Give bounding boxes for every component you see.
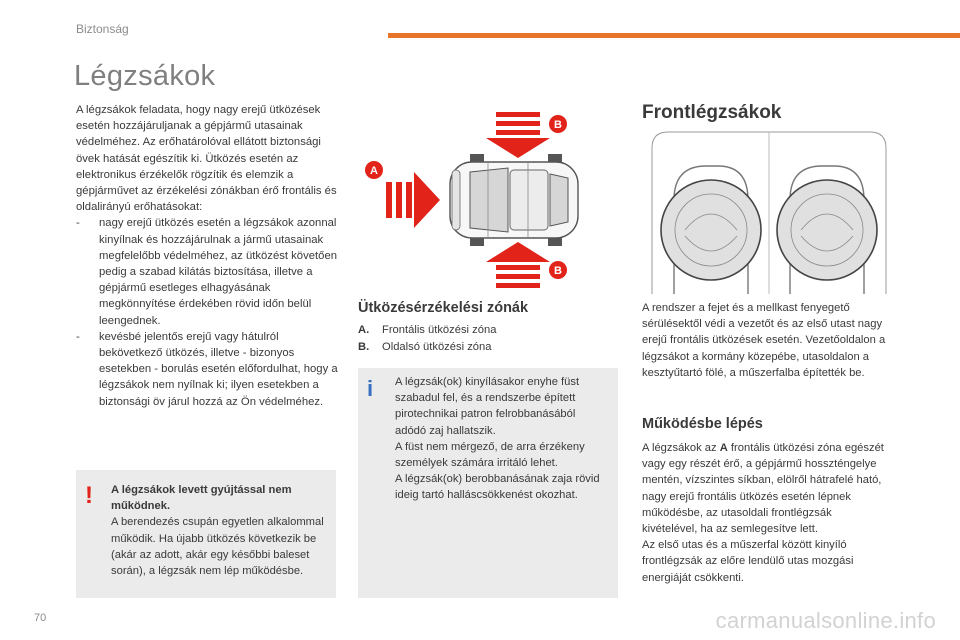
- warning-title: A légzsákok levett gyújtással nem működnek.: [111, 484, 292, 513]
- detection-zones-title: Ütközésérzékelési zónák: [358, 300, 529, 316]
- info-line: A légzsák(ok) kinyílásakor enyhe füst szabadul fel, és a rendszerbe épített pirotechnikai patron felrobbanásából adódó zaj hallatszik.: [395, 376, 580, 437]
- front-airbags-title: Frontlégzsákok: [642, 102, 782, 123]
- activation-zone-letter: A: [719, 442, 728, 454]
- info-text: [395, 374, 607, 504]
- info-icon: i: [367, 376, 374, 401]
- warning-box: [76, 470, 336, 598]
- list-item: [358, 322, 496, 339]
- zone-text: Frontális ütközési zóna: [382, 324, 497, 336]
- front-airbags-illustration: [644, 126, 894, 294]
- page-title: Légzsákok: [74, 60, 216, 92]
- intro-paragraph: A légzsákok feladata, hogy nagy erejű ütközések esetén hozzájáruljanak a gépjármű utasainak védelméhez. Az erőhatárolóval ellátott biztonsági övek hatását egészítik ki. Ütközés esetén az elektronikus érzékelők rögzítik és elemzik a gépjárművet az érzékelési zónákban érő frontális és oldalirányú erőhatásokat:: [76, 104, 337, 214]
- car-top-view-illustration: [450, 154, 578, 246]
- intro-list: [76, 215, 338, 409]
- intro-text: [76, 102, 338, 410]
- activation-text-part: frontális ütközési zóna egészét vagy egy részét érő, a gépjármű hosszténgelye mentén, vízszintes síkban, elölről hátrafelé ható, nagy erejű frontális ütközés esetén lépnek működésbe, az utasoldali frontlégzsák kivételével, ha az semlegesítve lett.: [642, 442, 884, 536]
- label-b-top: B: [554, 119, 562, 131]
- info-line: A füst nem mérgező, de arra érzékeny személyek számára irritáló lehet.: [395, 440, 585, 470]
- label-a: A: [370, 165, 378, 177]
- info-line: A légzsák(ok) berobbanásának zaja rövid ideig tartó halláscsökkenést okozhat.: [395, 473, 600, 502]
- activation-text-part: A légzsákok az: [642, 442, 720, 454]
- list-item: - kevésbé jelentős erejű vagy hátulról bekövetkező ütközés, illetve - bizonyos esetekben - borulás esetén előfordulhat, hogy a légzsákok nem nyílnak ki; ilyen esetekben a biztonsági öv járul hozzá az Ön védelméhez.: [76, 329, 338, 410]
- side-impact-arrow-top: [486, 112, 550, 158]
- side-impact-arrow-bottom: [486, 242, 550, 288]
- activation-paragraph: [642, 440, 888, 537]
- list-item: - nagy erejű ütközés esetén a légzsákok azonnal kinyílnak és hozzájárulnak a jármű utasainak megfelelőbb védelméhez, az ütközést követően pedig a szabad kilátás biztosítása, illetve a gépjármű esetleges elhagyásának megkönnyítése érdekében rövid időn belül leengednek.: [76, 215, 338, 328]
- zone-letter: B.: [358, 341, 370, 353]
- warning-text: [111, 482, 325, 579]
- watermark: carmanualsonline.info: [715, 608, 936, 633]
- zone-letter: A.: [358, 324, 370, 336]
- activation-paragraph-2: Az első utas és a műszerfal között kinyíló frontlégzsák az előre lendülő utas mozgási energiáját csökkenti.: [642, 539, 854, 584]
- label-b-bottom: B: [554, 265, 562, 277]
- info-box: [358, 368, 618, 598]
- section-header: Biztonság: [76, 22, 129, 36]
- header-rule: [388, 33, 960, 38]
- zone-text: Oldalsó ütközési zóna: [382, 341, 492, 353]
- front-airbags-text: A rendszer a fejet és a mellkast fenyegető sérülésektől védi a vezetőt és az első utast nagy erejű frontális ütközések esetén. Vezetőoldalon a légzsákot a kormány közepébe, utasoldalon a kesztyűtartó fölé, a műszerfalba építették be.: [642, 302, 886, 379]
- frontal-impact-arrow: [386, 172, 440, 228]
- detection-zones-diagram: [358, 110, 588, 290]
- page-number: 70: [34, 612, 47, 624]
- zones-list: [358, 322, 496, 356]
- activation-title: Működésbe lépés: [642, 416, 763, 432]
- activation-text: [642, 440, 888, 586]
- list-item: [358, 339, 496, 356]
- warning-icon: !: [85, 482, 93, 509]
- warning-body: A berendezés csupán egyetlen alkalommal működik. Ha újabb ütközés következik be (akár az adott, akár egy későbbi baleset során), a légzsák nem lép működésbe.: [111, 516, 324, 578]
